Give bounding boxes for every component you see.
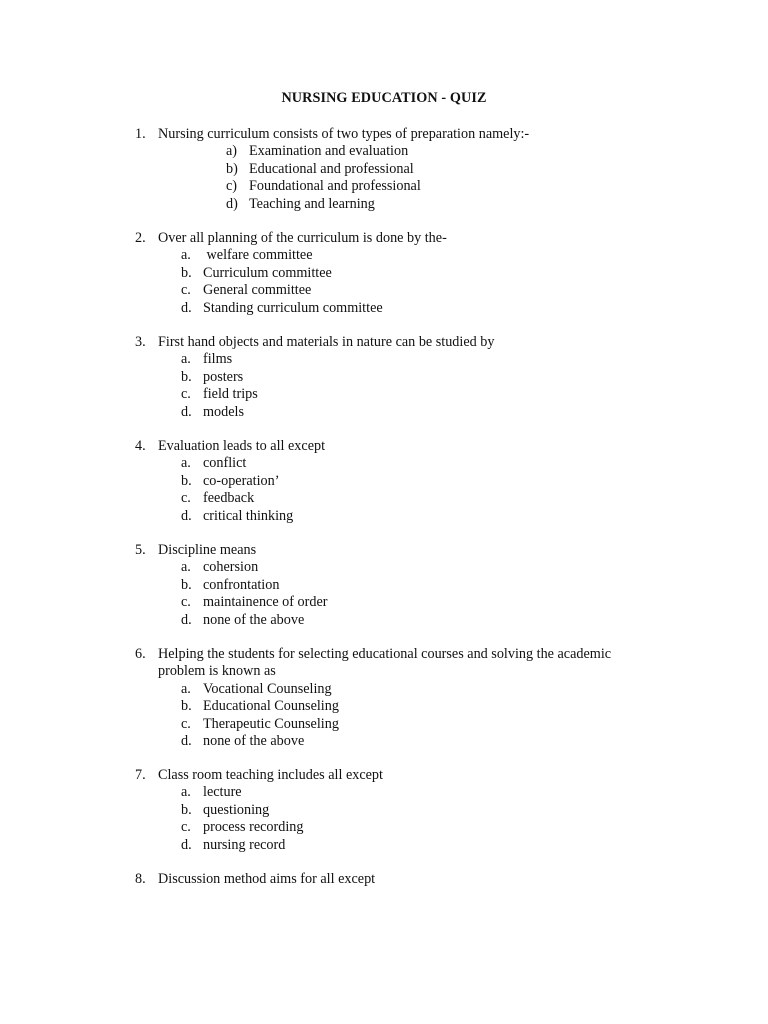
option-text: Standing curriculum committee	[203, 299, 383, 316]
option-text: process recording	[203, 819, 304, 836]
question-text: First hand objects and materials in nature can be studied by	[158, 334, 495, 350]
option-letter: d.	[181, 836, 192, 853]
option-letter: b.	[181, 368, 192, 385]
option-letter: b.	[181, 801, 192, 818]
option-text: Vocational Counseling	[203, 680, 332, 697]
option-letter: d.	[181, 299, 192, 316]
option-text: none of the above	[203, 611, 305, 628]
option-text: lecture	[203, 784, 242, 801]
option-text: Educational Counseling	[203, 698, 339, 715]
option-text: General committee	[203, 282, 312, 299]
option-letter: d)	[226, 195, 238, 212]
question-number: 7.	[135, 767, 146, 783]
option-text: films	[203, 351, 233, 368]
option-letter: d.	[181, 403, 192, 420]
option-text: conflict	[203, 455, 247, 472]
option-letter: a.	[181, 351, 191, 368]
option-text: field trips	[203, 386, 258, 403]
option-text: Educational and professional	[249, 160, 414, 177]
question-number: 2.	[135, 230, 146, 246]
question-text: Helping the students for selecting educational courses and solving the academic	[158, 646, 612, 662]
option-letter: b.	[181, 698, 192, 715]
option-text: cohersion	[203, 559, 259, 576]
option-text: posters	[203, 368, 244, 385]
question-text: Discussion method aims for all except	[158, 871, 376, 887]
option-text: co-operation’	[203, 472, 280, 489]
option-text: critical thinking	[203, 507, 294, 524]
question-number: 1.	[135, 126, 146, 142]
option-letter: c.	[181, 282, 191, 299]
option-text: welfare committee	[203, 247, 313, 264]
question-text: Over all planning of the curriculum is done by the-	[158, 230, 447, 246]
option-letter: c.	[181, 386, 191, 403]
option-letter: a.	[181, 680, 191, 697]
option-text: Teaching and learning	[249, 195, 375, 212]
question-text: problem is known as	[158, 663, 276, 680]
option-text: none of the above	[203, 733, 305, 749]
option-letter: b.	[181, 264, 192, 281]
option-letter: a.	[181, 559, 191, 576]
option-text: Therapeutic Counseling	[203, 715, 339, 732]
question-number: 5.	[135, 542, 146, 558]
option-letter: c)	[226, 178, 238, 195]
option-letter: a.	[181, 784, 191, 801]
question-number: 6.	[135, 646, 146, 662]
option-text: confrontation	[203, 576, 280, 593]
option-letter: c.	[181, 490, 191, 507]
option-letter: c.	[181, 715, 191, 732]
option-letter: d.	[181, 611, 192, 628]
question-number: 8.	[135, 871, 146, 887]
option-letter: a.	[181, 247, 191, 264]
option-text: Curriculum committee	[203, 264, 332, 281]
option-text: Foundational and professional	[249, 178, 421, 195]
option-letter: c.	[181, 819, 191, 836]
option-letter: d.	[181, 507, 192, 524]
question-text: Nursing curriculum consists of two types of preparation namely:-	[158, 126, 530, 142]
question-text: Discipline means	[158, 542, 257, 558]
option-text: nursing record	[203, 836, 286, 853]
option-text: questioning	[203, 801, 270, 818]
option-letter: c.	[181, 594, 191, 611]
option-text: Examination and evaluation	[249, 143, 409, 160]
question-number: 4.	[135, 438, 146, 454]
option-letter: b.	[181, 472, 192, 489]
option-letter: b.	[181, 576, 192, 593]
option-letter: a)	[226, 143, 238, 160]
option-text: models	[203, 403, 244, 420]
question-number: 3.	[135, 334, 146, 350]
question-text: Class room teaching includes all except	[158, 767, 383, 783]
option-letter: d.	[181, 733, 192, 749]
page-title: NURSING EDUCATION - QUIZ	[281, 90, 487, 106]
option-letter: a.	[181, 455, 191, 472]
question-text: Evaluation leads to all except	[158, 438, 326, 454]
option-text: feedback	[203, 490, 255, 507]
option-text: maintainence of order	[203, 594, 328, 611]
option-letter: b)	[226, 160, 238, 177]
